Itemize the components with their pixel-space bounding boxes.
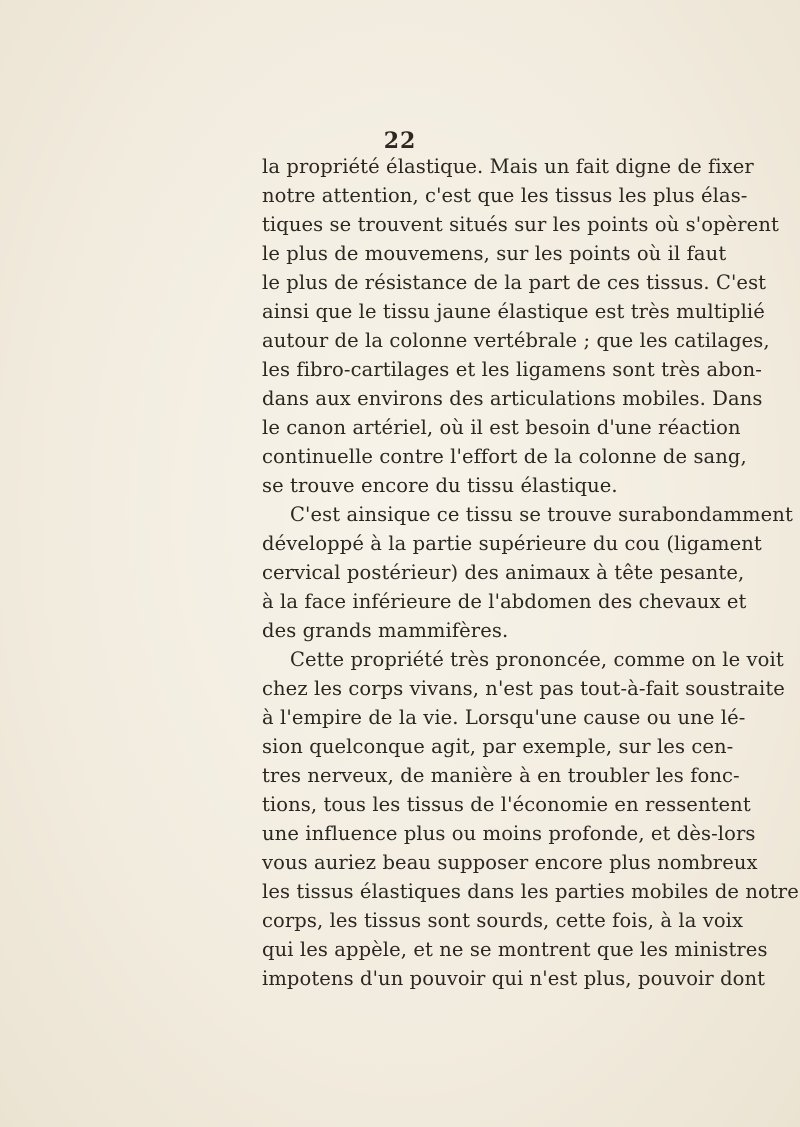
text-line: à l'empire de la vie. Lorsqu'une cause ou une lé- — [262, 706, 746, 729]
text-line: ainsi que le tissu jaune élastique est très multiplié — [262, 300, 765, 323]
text-line: cervical postérieur) des animaux à tête pesante, — [262, 561, 745, 584]
text-line: chez les corps vivans, n'est pas tout-à-fait soustraite — [262, 677, 785, 700]
text-line: notre attention, c'est que les tissus les plus élas- — [262, 184, 748, 207]
page-number: 22 — [383, 128, 417, 154]
text-line: une influence plus ou moins profonde, et dès-lors — [262, 822, 756, 845]
text-line: tres nerveux, de manière à en troubler les fonc- — [262, 764, 740, 787]
text-line: les tissus élastiques dans les parties mobiles de notre — [262, 880, 799, 903]
text-line: des grands mammifères. — [262, 619, 509, 642]
text-line: C'est ainsique ce tissu se trouve surabondamment — [290, 503, 793, 526]
text-line: Cette propriété très prononcée, comme on le voit — [290, 648, 784, 671]
text-line: se trouve encore du tissu élastique. — [262, 474, 618, 497]
text-line: tiques se trouvent situés sur les points où s'opèrent — [262, 213, 779, 236]
text-line: vous auriez beau supposer encore plus nombreux — [262, 851, 758, 874]
text-line: autour de la colonne vertébrale ; que les catilages, — [262, 329, 770, 352]
text-line: tions, tous les tissus de l'économie en ressentent — [262, 793, 751, 816]
text-line: le plus de mouvemens, sur les points où il faut — [262, 242, 727, 265]
text-line: sion quelconque agit, par exemple, sur les cen- — [262, 735, 734, 758]
text-line: à la face inférieure de l'abdomen des chevaux et — [262, 590, 747, 613]
text-line: impotens d'un pouvoir qui n'est plus, pouvoir dont — [262, 967, 766, 990]
text-line: qui les appèle, et ne se montrent que les ministres — [262, 938, 768, 961]
text-line: le plus de résistance de la part de ces tissus. C'est — [262, 271, 767, 294]
text-line: le canon artériel, où il est besoin d'une réaction — [262, 416, 741, 439]
text-line: continuelle contre l'effort de la colonne de sang, — [262, 445, 747, 468]
text-line: les fibro-cartilages et les ligamens sont très abon- — [262, 358, 762, 381]
text-line: développé à la partie supérieure du cou (ligament — [262, 532, 762, 555]
text-line: corps, les tissus sont sourds, cette fois, à la voix — [262, 909, 744, 932]
text-line: la propriété élastique. Mais un fait digne de fixer — [262, 155, 754, 178]
body-text — [262, 152, 799, 993]
text-line: dans aux environs des articulations mobiles. Dans — [262, 387, 763, 410]
